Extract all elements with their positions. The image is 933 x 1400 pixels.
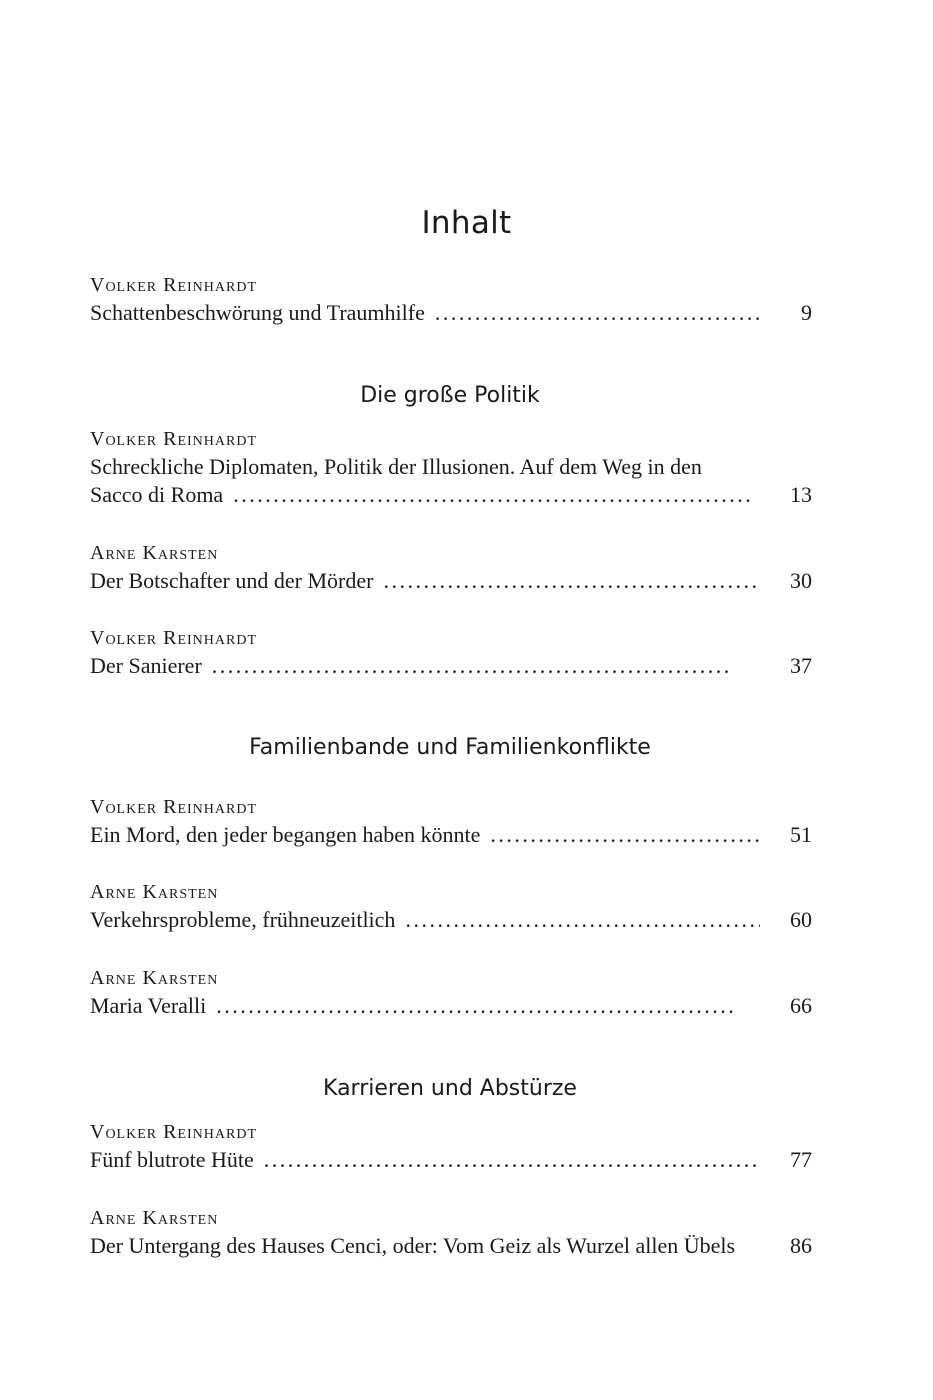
dot-leader	[254, 1146, 760, 1174]
dot-leader	[223, 481, 760, 509]
toc-entry-page-number: 51	[790, 822, 812, 847]
toc-entry-author: Arne Karsten	[90, 967, 219, 989]
toc-entry-title: Ein Mord, den jeder begangen haben könnte	[90, 822, 481, 847]
dot-leader	[395, 906, 760, 934]
toc-entry-title: Fünf blutrote Hüte	[90, 1147, 254, 1172]
toc-entry-title-line[interactable]	[90, 1232, 812, 1260]
toc-entry-title-line[interactable]	[90, 567, 812, 595]
toc-entry-title: Schreckliche Diplomaten, Politik der Illusionen. Auf dem Weg in den	[90, 454, 702, 479]
toc-entry-author: Arne Karsten	[90, 881, 219, 903]
toc-entry-title: Verkehrsprobleme, frühneuzeitlich	[90, 907, 396, 932]
toc-entry-title-line[interactable]	[90, 821, 812, 849]
dot-leader	[425, 299, 760, 327]
toc-entry-title: Schattenbeschwörung und Traumhilfe	[90, 300, 425, 325]
toc-entry-title-line[interactable]	[90, 299, 812, 327]
toc-entry-author: Arne Karsten	[90, 1207, 219, 1229]
dot-leader	[202, 652, 760, 680]
toc-entry-title: Der Untergang des Hauses Cenci, oder: Vom Geiz als Wurzel allen Übels	[90, 1233, 736, 1258]
toc-entry-title-line[interactable]	[90, 481, 812, 509]
toc-entry-page-number: 77	[790, 1147, 812, 1172]
toc-entry-title: Der Botschafter und der Mörder	[90, 568, 374, 593]
toc-entry-author: Volker Reinhardt	[90, 274, 257, 296]
page-title: Inhalt	[421, 205, 512, 241]
dot-leader	[206, 992, 760, 1020]
toc-entry-page-number: 9	[801, 300, 812, 325]
toc-entry-page-number: 30	[790, 568, 812, 593]
toc-entry-title-line[interactable]	[90, 453, 812, 481]
toc-entry-author: Volker Reinhardt	[90, 796, 257, 818]
toc-entry-title-line[interactable]	[90, 1146, 812, 1174]
toc-entry-title: Maria Veralli	[90, 993, 207, 1018]
dot-leader	[480, 821, 760, 849]
toc-entry-page-number: 60	[790, 907, 812, 932]
section-heading: Familienbande und Familienkonflikte	[249, 735, 651, 760]
toc-entry-author: Volker Reinhardt	[90, 1121, 257, 1143]
toc-entry-title-line[interactable]	[90, 906, 812, 934]
toc-entry-author: Volker Reinhardt	[90, 428, 257, 450]
section-heading: Die große Politik	[360, 383, 540, 408]
toc-entry-title: Der Sanierer	[90, 653, 202, 678]
dot-leader	[373, 567, 760, 595]
toc-entry-page-number: 86	[790, 1233, 812, 1258]
toc-entry-page-number: 37	[790, 653, 812, 678]
toc-entry-title-line[interactable]	[90, 652, 812, 680]
section-heading: Karrieren und Abstürze	[323, 1076, 577, 1101]
toc-entry-page-number: 13	[790, 482, 812, 507]
toc-entry-author: Arne Karsten	[90, 542, 219, 564]
toc-entry-author: Volker Reinhardt	[90, 627, 257, 649]
toc-entry-title: Sacco di Roma	[90, 482, 224, 507]
toc-entry-title-line[interactable]	[90, 992, 812, 1020]
toc-entry-page-number: 66	[790, 993, 812, 1018]
